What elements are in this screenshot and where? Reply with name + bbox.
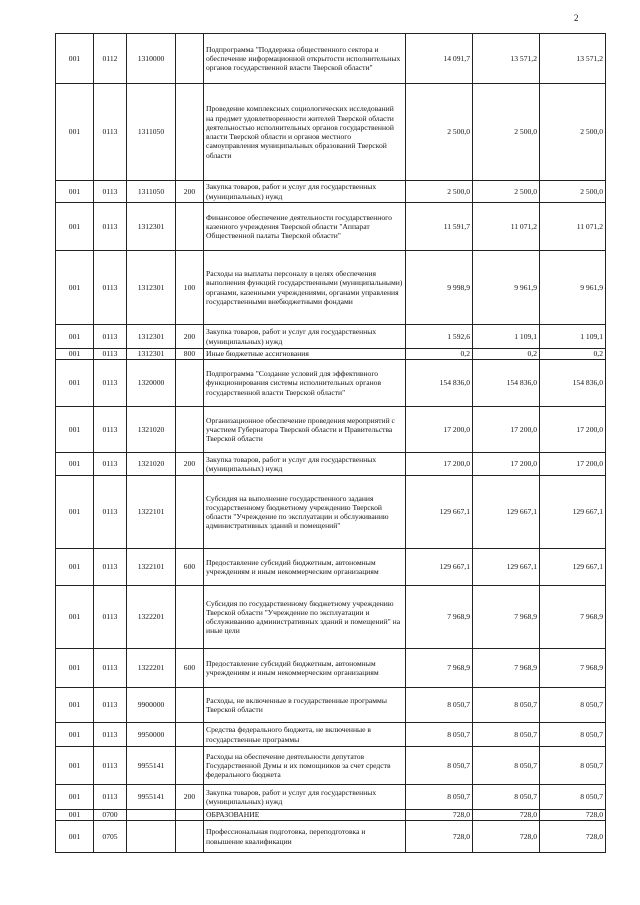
amount-year1-cell: 129 667,1 <box>406 476 473 549</box>
table-row <box>56 325 606 349</box>
amount-year1-cell: 17 200,0 <box>406 407 473 453</box>
amount-year2-cell: 8 050,7 <box>473 688 540 723</box>
admin-code-cell: 001 <box>56 785 94 810</box>
amount-year3-cell: 0,2 <box>540 349 606 360</box>
article-code-cell <box>127 810 176 821</box>
amount-year1-cell: 11 591,7 <box>406 203 473 251</box>
table-row <box>56 251 606 325</box>
admin-code-cell: 001 <box>56 549 94 586</box>
amount-year2-cell: 1 109,1 <box>473 325 540 349</box>
amount-year2-cell: 8 050,7 <box>473 785 540 810</box>
amount-year3-cell: 9 961,9 <box>540 251 606 325</box>
section-code-cell: 0113 <box>94 747 127 785</box>
section-code-cell: 0113 <box>94 688 127 723</box>
admin-code-cell: 001 <box>56 34 94 84</box>
amount-year3-cell: 728,0 <box>540 821 606 853</box>
amount-year2-cell: 728,0 <box>473 821 540 853</box>
admin-code-cell: 001 <box>56 251 94 325</box>
admin-code-cell: 001 <box>56 84 94 181</box>
section-code-cell: 0113 <box>94 723 127 747</box>
article-code-cell: 1312301 <box>127 203 176 251</box>
admin-code-cell: 001 <box>56 453 94 476</box>
article-code-cell <box>127 821 176 853</box>
section-code-cell: 0705 <box>94 821 127 853</box>
article-code-cell: 1322101 <box>127 549 176 586</box>
admin-code-cell: 001 <box>56 325 94 349</box>
section-code-cell: 0113 <box>94 407 127 453</box>
table-row <box>56 586 606 649</box>
table-row <box>56 549 606 586</box>
admin-code-cell: 001 <box>56 747 94 785</box>
item-name-cell: Подпрограмма "Создание условий для эффективного функционирования системы исполнительных органов государственной власти Тверской области" <box>204 360 406 407</box>
amount-year1-cell: 8 050,7 <box>406 688 473 723</box>
expense-type-cell <box>176 84 204 181</box>
amount-year3-cell: 129 667,1 <box>540 476 606 549</box>
expense-type-cell <box>176 203 204 251</box>
section-code-cell: 0113 <box>94 251 127 325</box>
expense-type-cell <box>176 688 204 723</box>
budget-table <box>55 33 606 853</box>
expense-type-cell <box>176 476 204 549</box>
amount-year2-cell: 7 968,9 <box>473 649 540 688</box>
article-code-cell: 1322201 <box>127 586 176 649</box>
table-row <box>56 723 606 747</box>
expense-type-cell <box>176 747 204 785</box>
item-name-cell: Проведение комплексных социологических исследований на предмет удовлетворенности жителей Тверской области деятельностью исполнительных органов государственной власти Тверской области и органов местного самоуправления муниципальных образований Тверской области <box>204 84 406 181</box>
amount-year1-cell: 129 667,1 <box>406 549 473 586</box>
table-row <box>56 476 606 549</box>
amount-year3-cell: 728,0 <box>540 810 606 821</box>
amount-year3-cell: 2 500,0 <box>540 84 606 181</box>
item-name-cell: Предоставление субсидий бюджетным, автономным учреждениям и иным некоммерческим организациям <box>204 649 406 688</box>
amount-year3-cell: 17 200,0 <box>540 407 606 453</box>
section-code-cell: 0113 <box>94 181 127 203</box>
expense-type-cell <box>176 407 204 453</box>
amount-year2-cell: 8 050,7 <box>473 723 540 747</box>
expense-type-cell <box>176 723 204 747</box>
article-code-cell: 1321020 <box>127 453 176 476</box>
amount-year1-cell: 1 592,6 <box>406 325 473 349</box>
amount-year1-cell: 7 968,9 <box>406 649 473 688</box>
table-row <box>56 453 606 476</box>
article-code-cell: 9900000 <box>127 688 176 723</box>
amount-year3-cell: 8 050,7 <box>540 785 606 810</box>
amount-year2-cell: 154 836,0 <box>473 360 540 407</box>
amount-year2-cell: 7 968,9 <box>473 586 540 649</box>
amount-year2-cell: 17 200,0 <box>473 453 540 476</box>
article-code-cell: 1312301 <box>127 349 176 360</box>
table-row <box>56 821 606 853</box>
amount-year1-cell: 728,0 <box>406 810 473 821</box>
amount-year3-cell: 129 667,1 <box>540 549 606 586</box>
section-code-cell: 0113 <box>94 476 127 549</box>
amount-year1-cell: 154 836,0 <box>406 360 473 407</box>
admin-code-cell: 001 <box>56 203 94 251</box>
amount-year3-cell: 2 500,0 <box>540 181 606 203</box>
item-name-cell: Средства федерального бюджета, не включенные в государственные программы <box>204 723 406 747</box>
amount-year2-cell: 17 200,0 <box>473 407 540 453</box>
expense-type-cell: 800 <box>176 349 204 360</box>
item-name-cell: Иные бюджетные ассигнования <box>204 349 406 360</box>
article-code-cell: 1312301 <box>127 325 176 349</box>
section-code-cell: 0700 <box>94 810 127 821</box>
section-code-cell: 0113 <box>94 785 127 810</box>
expense-type-cell: 200 <box>176 181 204 203</box>
expense-type-cell: 600 <box>176 549 204 586</box>
admin-code-cell: 001 <box>56 723 94 747</box>
amount-year1-cell: 8 050,7 <box>406 747 473 785</box>
admin-code-cell: 001 <box>56 810 94 821</box>
admin-code-cell: 001 <box>56 821 94 853</box>
section-code-cell: 0113 <box>94 349 127 360</box>
item-name-cell: Субсидия по государственному бюджетному учреждению Тверской области "Учреждение по эксплуатации и обслуживанию административных зданий и помещений" на иные цели <box>204 586 406 649</box>
admin-code-cell: 001 <box>56 649 94 688</box>
admin-code-cell: 001 <box>56 688 94 723</box>
section-code-cell: 0113 <box>94 549 127 586</box>
article-code-cell: 1310000 <box>127 34 176 84</box>
article-code-cell: 1322201 <box>127 649 176 688</box>
item-name-cell: Подпрограмма "Поддержка общественного сектора и обеспечение информационной открытости исполнительных органов государственной власти Тверской области" <box>204 34 406 84</box>
amount-year2-cell: 8 050,7 <box>473 747 540 785</box>
amount-year2-cell: 129 667,1 <box>473 476 540 549</box>
expense-type-cell: 200 <box>176 785 204 810</box>
item-name-cell: Предоставление субсидий бюджетным, автономным учреждениям и иным некоммерческим организациям <box>204 549 406 586</box>
item-name-cell: Закупка товаров, работ и услуг для государственных (муниципальных) нужд <box>204 785 406 810</box>
section-code-cell: 0113 <box>94 84 127 181</box>
amount-year1-cell: 0,2 <box>406 349 473 360</box>
amount-year1-cell: 2 500,0 <box>406 84 473 181</box>
expense-type-cell: 600 <box>176 649 204 688</box>
amount-year2-cell: 13 571,2 <box>473 34 540 84</box>
section-code-cell: 0113 <box>94 325 127 349</box>
amount-year3-cell: 7 968,9 <box>540 649 606 688</box>
article-code-cell: 1311050 <box>127 181 176 203</box>
table-row <box>56 84 606 181</box>
table-row <box>56 649 606 688</box>
article-code-cell: 1320000 <box>127 360 176 407</box>
amount-year2-cell: 728,0 <box>473 810 540 821</box>
article-code-cell: 1322101 <box>127 476 176 549</box>
amount-year1-cell: 7 968,9 <box>406 586 473 649</box>
amount-year1-cell: 8 050,7 <box>406 723 473 747</box>
table-row <box>56 181 606 203</box>
section-code-cell: 0112 <box>94 34 127 84</box>
amount-year1-cell: 17 200,0 <box>406 453 473 476</box>
article-code-cell: 9955141 <box>127 747 176 785</box>
table-row <box>56 747 606 785</box>
amount-year3-cell: 8 050,7 <box>540 688 606 723</box>
amount-year2-cell: 129 667,1 <box>473 549 540 586</box>
table-row <box>56 688 606 723</box>
admin-code-cell: 001 <box>56 349 94 360</box>
item-name-cell: ОБРАЗОВАНИЕ <box>204 810 406 821</box>
amount-year3-cell: 13 571,2 <box>540 34 606 84</box>
item-name-cell: Организационное обеспечение проведения мероприятий с участием Губернатора Тверской области и Правительства Тверской области <box>204 407 406 453</box>
section-code-cell: 0113 <box>94 586 127 649</box>
item-name-cell: Закупка товаров, работ и услуг для государственных (муниципальных) нужд <box>204 181 406 203</box>
admin-code-cell: 001 <box>56 586 94 649</box>
expense-type-cell <box>176 586 204 649</box>
table-row <box>56 810 606 821</box>
amount-year2-cell: 2 500,0 <box>473 181 540 203</box>
expense-type-cell: 100 <box>176 251 204 325</box>
item-name-cell: Расходы на выплаты персоналу в целях обеспечения выполнения функций государственными (муниципальными) органами, казенными учреждениями, органами управления государственными внебюджетными фондами <box>204 251 406 325</box>
expense-type-cell <box>176 821 204 853</box>
article-code-cell: 9955141 <box>127 785 176 810</box>
expense-type-cell <box>176 360 204 407</box>
expense-type-cell: 200 <box>176 453 204 476</box>
amount-year3-cell: 1 109,1 <box>540 325 606 349</box>
expense-type-cell <box>176 34 204 84</box>
page-number: 2 <box>574 13 579 23</box>
item-name-cell: Закупка товаров, работ и услуг для государственных (муниципальных) нужд <box>204 453 406 476</box>
table-row <box>56 203 606 251</box>
amount-year1-cell: 9 998,9 <box>406 251 473 325</box>
amount-year1-cell: 8 050,7 <box>406 785 473 810</box>
section-code-cell: 0113 <box>94 203 127 251</box>
amount-year3-cell: 11 071,2 <box>540 203 606 251</box>
item-name-cell: Расходы, не включенные в государственные программы Тверской области <box>204 688 406 723</box>
table-row <box>56 407 606 453</box>
amount-year1-cell: 14 091,7 <box>406 34 473 84</box>
article-code-cell: 1321020 <box>127 407 176 453</box>
amount-year3-cell: 154 836,0 <box>540 360 606 407</box>
article-code-cell: 1312301 <box>127 251 176 325</box>
item-name-cell: Профессиональная подготовка, переподготовка и повышение квалификации <box>204 821 406 853</box>
article-code-cell: 1311050 <box>127 84 176 181</box>
admin-code-cell: 001 <box>56 360 94 407</box>
amount-year3-cell: 8 050,7 <box>540 747 606 785</box>
item-name-cell: Финансовое обеспечение деятельности государственного казенного учреждения Тверской области "Аппарат Общественной палаты Тверской области" <box>204 203 406 251</box>
expense-type-cell: 200 <box>176 325 204 349</box>
table-row <box>56 34 606 84</box>
section-code-cell: 0113 <box>94 360 127 407</box>
admin-code-cell: 001 <box>56 476 94 549</box>
expense-type-cell <box>176 810 204 821</box>
table-row <box>56 785 606 810</box>
item-name-cell: Закупка товаров, работ и услуг для государственных (муниципальных) нужд <box>204 325 406 349</box>
table-row <box>56 349 606 360</box>
amount-year3-cell: 8 050,7 <box>540 723 606 747</box>
amount-year3-cell: 7 968,9 <box>540 586 606 649</box>
amount-year2-cell: 0,2 <box>473 349 540 360</box>
item-name-cell: Субсидия на выполнение государственного задания государственному бюджетному учреждению Тверской области "Учреждение по эксплуатации и обслуживанию административных зданий и помещений" <box>204 476 406 549</box>
admin-code-cell: 001 <box>56 181 94 203</box>
section-code-cell: 0113 <box>94 649 127 688</box>
item-name-cell: Расходы на обеспечение деятельности депутатов Государственной Думы и их помощников за счет средств федерального бюджета <box>204 747 406 785</box>
amount-year3-cell: 17 200,0 <box>540 453 606 476</box>
table-row <box>56 360 606 407</box>
amount-year2-cell: 2 500,0 <box>473 84 540 181</box>
amount-year2-cell: 9 961,9 <box>473 251 540 325</box>
amount-year1-cell: 2 500,0 <box>406 181 473 203</box>
amount-year2-cell: 11 071,2 <box>473 203 540 251</box>
admin-code-cell: 001 <box>56 407 94 453</box>
article-code-cell: 9950000 <box>127 723 176 747</box>
section-code-cell: 0113 <box>94 453 127 476</box>
amount-year1-cell: 728,0 <box>406 821 473 853</box>
